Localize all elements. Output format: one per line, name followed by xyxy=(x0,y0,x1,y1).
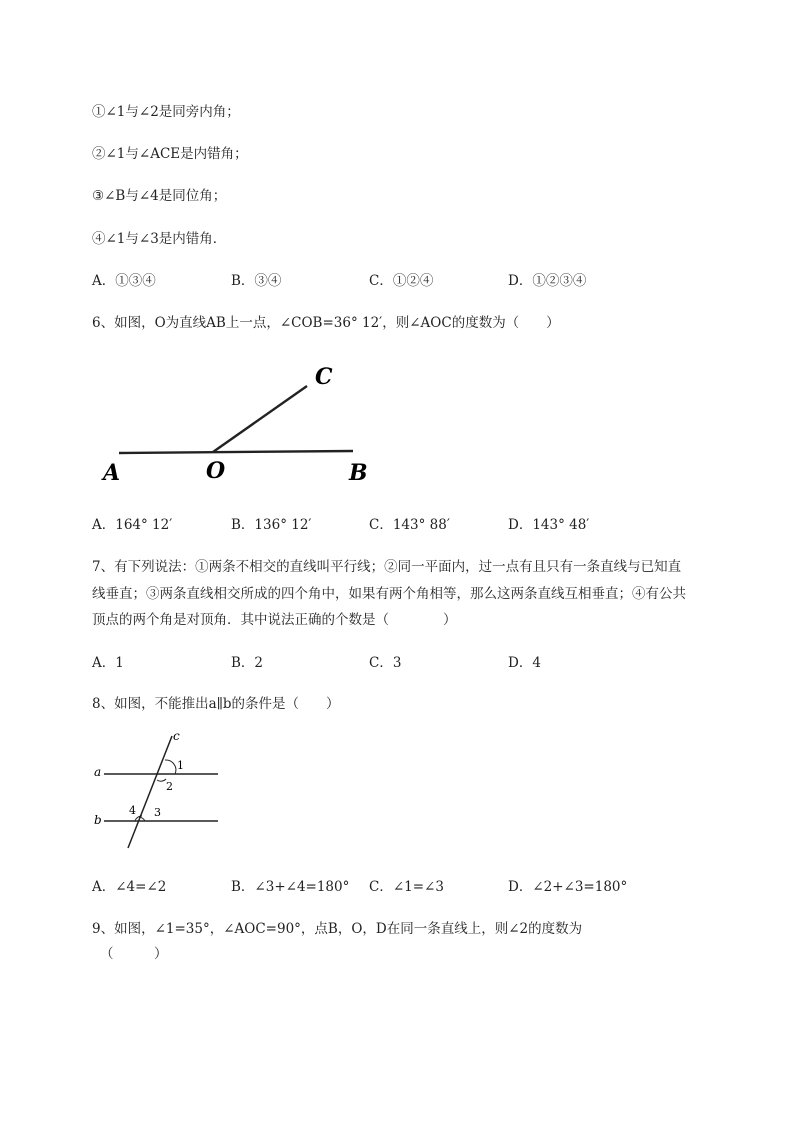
q8-option-c[interactable]: C．∠1=∠3 xyxy=(369,879,444,895)
label-angle-4: 4 xyxy=(129,804,136,817)
q9-question-line-2: （ ） xyxy=(100,946,168,962)
q7-option-d[interactable]: D．4 xyxy=(508,655,541,671)
q5-option-b[interactable]: B．③④ xyxy=(231,273,282,289)
statement-4: ④∠1与∠3是内错角． xyxy=(92,231,227,247)
q6-option-b[interactable]: B．136° 12′ xyxy=(231,517,312,533)
q7-question-line-3: 顶点的两个角是对顶角．其中说法正确的个数是（ ） xyxy=(92,612,457,628)
label-c: C xyxy=(315,364,333,390)
q8-option-a[interactable]: A．∠4=∠2 xyxy=(92,879,167,895)
q6-option-c[interactable]: C．143° 88′ xyxy=(369,517,450,533)
label-angle-3: 3 xyxy=(154,806,161,819)
q7-question-line-1: 7、有下列说法：①两条不相交的直线叫平行线；②同一平面内，过一点有且只有一条直线与已知直 xyxy=(92,559,682,575)
label-b: B xyxy=(349,460,368,486)
statement-1: ①∠1与∠2是同旁内角； xyxy=(92,104,240,120)
statement-2: ②∠1与∠ACE是内错角； xyxy=(92,146,248,162)
label-line-b: b xyxy=(94,813,102,827)
q6-options xyxy=(92,513,692,533)
q7-option-a[interactable]: A．1 xyxy=(92,655,124,671)
ray-oc xyxy=(213,386,307,452)
line-ab xyxy=(119,451,353,453)
q7-option-c[interactable]: C．3 xyxy=(369,655,402,671)
label-angle-2: 2 xyxy=(166,780,173,793)
q6-option-a[interactable]: A．164° 12′ xyxy=(92,517,173,533)
q5-option-a[interactable]: A．①③④ xyxy=(92,273,156,289)
label-o: O xyxy=(206,458,226,484)
q8-question: 8、如图，不能推出a∥b的条件是（ ） xyxy=(92,696,340,712)
angle-2-arc xyxy=(157,779,166,781)
q9-question-line-1: 9、如图，∠1=35°，∠AOC=90°，点B，O，D在同一条直线上，则∠2的度数为 xyxy=(92,921,583,937)
q6-figure xyxy=(95,360,385,490)
q6-question: 6、如图，O为直线AB上一点，∠COB=36° 12′，则∠AOC的度数为（ ） xyxy=(92,315,560,331)
statement-3: ③∠B与∠4是同位角； xyxy=(92,188,227,204)
label-a: A xyxy=(103,460,121,486)
q7-options xyxy=(92,651,692,671)
angle-1-arc xyxy=(165,760,176,774)
q6-option-d[interactable]: D．143° 48′ xyxy=(508,517,590,533)
q7-question-line-2: 线垂直；③两条直线相交所成的四个角中，如果有两个角相等，那么这两条直线互相垂直；④有公共 xyxy=(92,586,686,602)
q5-option-c[interactable]: C．①②④ xyxy=(369,273,434,289)
q8-options xyxy=(92,875,692,895)
q5-options xyxy=(92,269,692,289)
q8-figure xyxy=(90,728,230,853)
label-line-a: a xyxy=(94,765,102,779)
q8-option-d[interactable]: D．∠2+∠3=180° xyxy=(508,879,628,895)
q5-option-d[interactable]: D．①②③④ xyxy=(508,273,587,289)
q7-option-b[interactable]: B．2 xyxy=(231,655,264,671)
label-angle-1: 1 xyxy=(177,759,184,772)
q8-option-b[interactable]: B．∠3+∠4=180° xyxy=(231,879,350,895)
label-line-c: c xyxy=(173,729,180,743)
